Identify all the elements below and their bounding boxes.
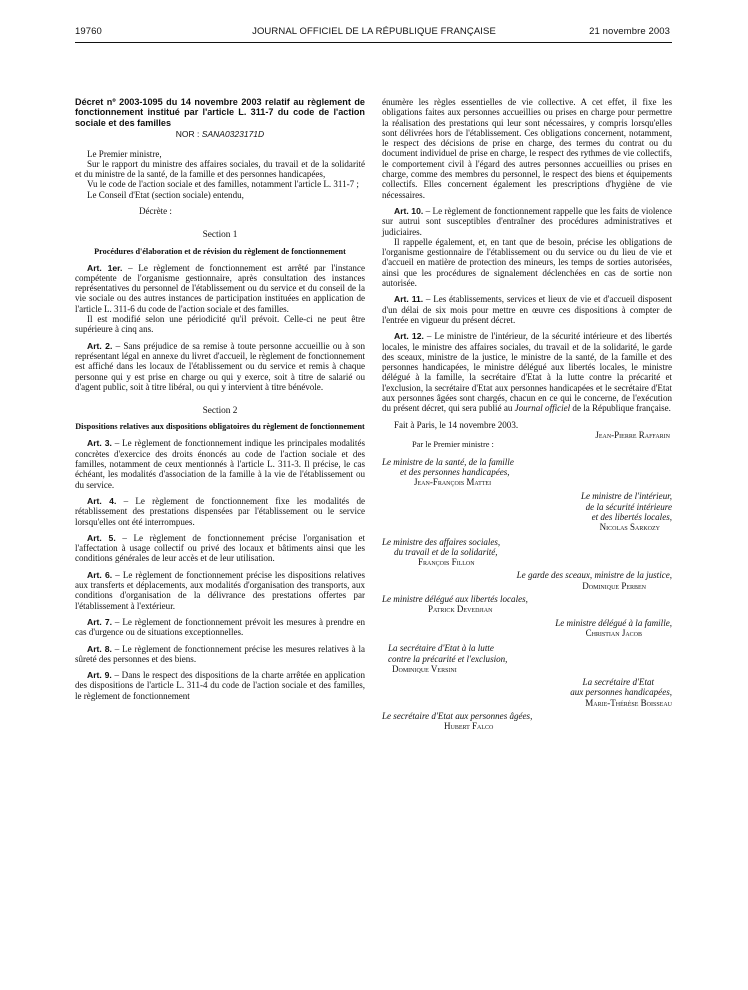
- article-label: Art. 9.: [87, 670, 112, 681]
- article-text: – Le règlement de fonctionnement indique les principales modalités concrètes d'exercice des droits énoncés au code de l'action sociale et des familles, notamment de ceux mentionnés à l'article L. 311-3. Il précise, le cas échéant, les modalités d'association de la famille à la vie de l'établissement ou du service.: [75, 438, 365, 490]
- article-3: [75, 438, 365, 489]
- journal-title: JOURNAL OFFICIEL DE LA RÉPUBLIQUE FRANÇAISE: [252, 26, 496, 37]
- article-label: Art. 6.: [87, 569, 113, 580]
- signature-name: Dominique Perben: [582, 580, 646, 591]
- article-12: [382, 331, 672, 413]
- signature-title: aux personnes handicapées,: [570, 687, 672, 698]
- article-text: – Le règlement de fonctionnement précise les dispositions relatives aux transferts et déplacements, aux modalités d'organisation des transports, aux conditions d'organisation de la délivrance des prestations offertes par l'établissement à l'extérieur.: [75, 569, 366, 611]
- signature-name: Hubert Falco: [444, 721, 494, 732]
- section-2-label: Section 2: [202, 406, 238, 417]
- article-text: – Le règlement de fonctionnement prévoit les mesures à prendre en cas d'urgence ou de situations exceptionnelles.: [75, 616, 365, 638]
- signature-name: Nicolas Sarkozy: [599, 522, 660, 533]
- article-label: Art. 11.: [394, 294, 424, 305]
- section-1-heading: Procédures d'élaboration et de révision du règlement de fonctionnement: [94, 246, 346, 256]
- signature-family: [382, 618, 672, 639]
- article-2: [75, 341, 365, 392]
- article-10: [382, 206, 672, 237]
- signature-name: Dominique Versini: [392, 663, 457, 674]
- signature-disabled-persons: [382, 677, 672, 708]
- article-text: – Le règlement de fonctionnement est arrêté par l'instance compétente de l'organisme gestionnaire, après consultation des instances représentatives du personnel de l'établissement ou du service et du conseil de la vie sociale ou des autres instances de participation instituées en application de l'article L. 311-6 du code de l'action sociale et des familles.: [75, 262, 365, 314]
- signature-title: du travail et de la solidarité,: [394, 546, 498, 557]
- article-1: [75, 263, 365, 314]
- signature-title: La secrétaire d'Etat: [582, 677, 654, 688]
- issue-date: 21 novembre 2003: [589, 26, 670, 37]
- article-text: – Le règlement de fonctionnement rappelle que les faits de violence sur autrui sont susceptibles d'entraîner des procédures administratives et judiciaires.: [382, 205, 673, 237]
- preamble-line: Vu le code de l'action sociale et des familles, notamment l'article L. 311-7 ;: [87, 179, 359, 190]
- article-label: Art. 1er.: [87, 262, 123, 273]
- article-text: – Le règlement de fonctionnement fixe les modalités de rétablissement des prestations dispensées par l'établissement ou le service lorsqu'elles ont été interrompues.: [75, 495, 365, 527]
- article-label: Art. 7.: [87, 616, 112, 627]
- article-7: [75, 617, 365, 638]
- signature-elderly: [382, 711, 672, 732]
- article-text: – Les établissements, services et lieux de vie et d'accueil disposent d'un délai de six mois pour mettre en œuvre ces dispositions à compter de l'entrée en vigueur du présent décret.: [382, 294, 672, 325]
- section-1-label: Section 1: [202, 230, 238, 241]
- right-column: [382, 97, 672, 732]
- signature-name: François Fillon: [418, 557, 475, 568]
- nor-reference: [75, 129, 365, 139]
- nor-label: NOR :: [175, 129, 200, 140]
- signature-name: Patrick Devedjian: [428, 604, 493, 615]
- article-text: – Le règlement de fonctionnement précise l'organisation et l'affectation à usage collectif ou privé des locaux et bâtiments ainsi que les conditions générales de leur accès et de leur utilisation.: [75, 532, 366, 564]
- pm-signature: Jean-Pierre Raffarin: [595, 429, 670, 440]
- signature-title: Le ministre délégué à la famille,: [555, 617, 672, 628]
- by-pm-label: Par le Premier ministre :: [412, 440, 494, 450]
- article-text-end: de la République française.: [570, 403, 671, 414]
- preamble-line: Sur le rapport du ministre des affaires sociales, du travail et de la solidarité et du ministre de la santé, de la famille et des personnes handicapées,: [75, 158, 365, 180]
- signature-name: Jean-François Mattei: [414, 477, 492, 488]
- article-text: – Dans le respect des dispositions de la charte arrêtée en application des dispositions de l'article L. 311-4 du code de l'action sociale et des familles, le règlement de fonctionnement: [75, 670, 365, 701]
- header-rule: [75, 42, 672, 43]
- page-header: [0, 26, 748, 40]
- done-at: Fait à Paris, le 14 novembre 2003.: [394, 419, 519, 430]
- article-text: – Le règlement de fonctionnement précise les mesures relatives à la sûreté des personnes et des biens.: [75, 643, 365, 664]
- left-column: [75, 97, 365, 701]
- decree-title: Décret nº 2003-1095 du 14 novembre 2003 relatif au règlement de fonctionnement institué par l'article L. 311-7 du code de l'action sociale et des familles: [75, 97, 365, 128]
- article-text: – Sans préjudice de sa remise à toute personne accueillie ou à son représentant légal en annexe du livret d'accueil, le règlement de fonctionnement est affiché dans les locaux de l'établissement ou du service et remis à chaque personne qui y est prise en charge ou qui y exerce, soit à titre de salarié ou d'agent public, soit à titre libéral, ou qui y intervient à titre bénévole.: [75, 340, 365, 392]
- article-9-continued: énumère les règles essentielles de vie collective. A cet effet, il fixe les obligations faites aux personnes accueillies ou prises en charge pour permettre la réalisation des prestations qui leur sont nécessaires, y compris lorsqu'elles sont délivrées hors de l'établissement. Ces obligations concernent, notamment, le respect des décisions de prise en charge, des termes du contrat ou du document individuel de prise en charge, le respect des rythmes de vie collectifs, le comportement civil à l'égard des autres personnes accueillies ou prises en charge, comme des membres du personnel, le respect des biens et équipements collectifs. Elles concernent également les prescriptions d'hygiène de vie nécessaires.: [382, 97, 672, 200]
- article-label: Art. 8.: [87, 643, 112, 654]
- nor-value: SANA0323171D: [201, 129, 265, 140]
- preamble-line: Le Conseil d'Etat (section sociale) entendu,: [87, 189, 244, 200]
- signature-title: La secrétaire d'Etat à la lutte: [388, 643, 494, 654]
- signature-title: Le ministre délégué aux libertés locales,: [382, 594, 528, 605]
- signature-title: Le garde des sceaux, ministre de la justice,: [516, 570, 672, 581]
- article-11: [382, 294, 672, 325]
- article-label: Art. 12.: [394, 331, 424, 342]
- page-number: 19760: [75, 26, 102, 37]
- article-6: [75, 570, 365, 611]
- signature-justice: [382, 570, 672, 591]
- article-label: Art. 5.: [87, 532, 116, 543]
- signature-title: Le ministre de la santé, de la famille: [382, 456, 514, 467]
- article-text: – Le ministre de l'intérieur, de la sécurité intérieure et des libertés locales, le ministre des affaires sociales, du travail et de la solidarité, le garde des sceaux, ministre de la justice, le ministre de la santé, de la famille et des personnes handicapées, le ministre délégué aux libertés locales, le ministre délégué à la famille, la secrétaire d'Etat à la lutte contre la précarité et l'exclusion, la secrétaire d'Etat aux personnes handicapées et le secrétaire d'Etat aux personnes âgées sont chargés, chacun en ce qui le concerne, de l'exécution du présent décret, qui sera publié au: [382, 331, 673, 414]
- decrete-label: Décrète :: [139, 206, 172, 216]
- article-10-p2: Il rappelle également, et, en tant que de besoin, précise les obligations de l'organisme gestionnaire de l'établissement ou du service ou du lieu de vie et d'accueil en matière de protection des mineurs, les temps de sorties autorisées, ainsi que les procédures de signalement déclenchées en cas de sortie non autorisée.: [382, 236, 672, 289]
- article-8: [75, 644, 365, 665]
- article-5: [75, 533, 365, 564]
- signature-precarity: [382, 643, 672, 674]
- signature-social-affairs: [382, 537, 672, 568]
- article-4: [75, 496, 365, 527]
- article-label: Art. 2.: [87, 340, 113, 351]
- article-label: Art. 10.: [394, 205, 424, 216]
- signature-title: Le secrétaire d'Etat aux personnes âgées,: [382, 711, 533, 722]
- article-label: Art. 3.: [87, 438, 112, 449]
- signature-title: Le ministre des affaires sociales,: [382, 536, 501, 547]
- article-1-p2: Il est modifié selon une périodicité qu'il prévoit. Celle-ci ne peut être supérieure à cinq ans.: [75, 314, 365, 335]
- signature-title: Le ministre de l'intérieur,: [580, 491, 672, 502]
- article-9: [75, 670, 365, 701]
- journal-officiel-ref: Journal officiel: [514, 403, 571, 414]
- signature-title: et des personnes handicapées,: [400, 466, 510, 477]
- signature-name: Marie-Thérèse Boisseau: [585, 697, 672, 708]
- signature-title: et des libertés locales,: [591, 511, 672, 522]
- article-label: Art. 4.: [87, 495, 117, 506]
- signature-title: contre la précarité et l'exclusion,: [388, 653, 508, 664]
- signature-health: [382, 457, 672, 488]
- section-2-heading: Dispositions relatives aux dispositions obligatoires du règlement de fonctionnement: [75, 422, 365, 432]
- preamble-line: Le Premier ministre,: [87, 148, 162, 159]
- signature-local-liberties: [382, 594, 672, 615]
- signature-title: de la sécurité intérieure: [585, 501, 672, 512]
- signature-interior: [382, 491, 672, 532]
- signature-name: Christian Jacob: [585, 627, 642, 638]
